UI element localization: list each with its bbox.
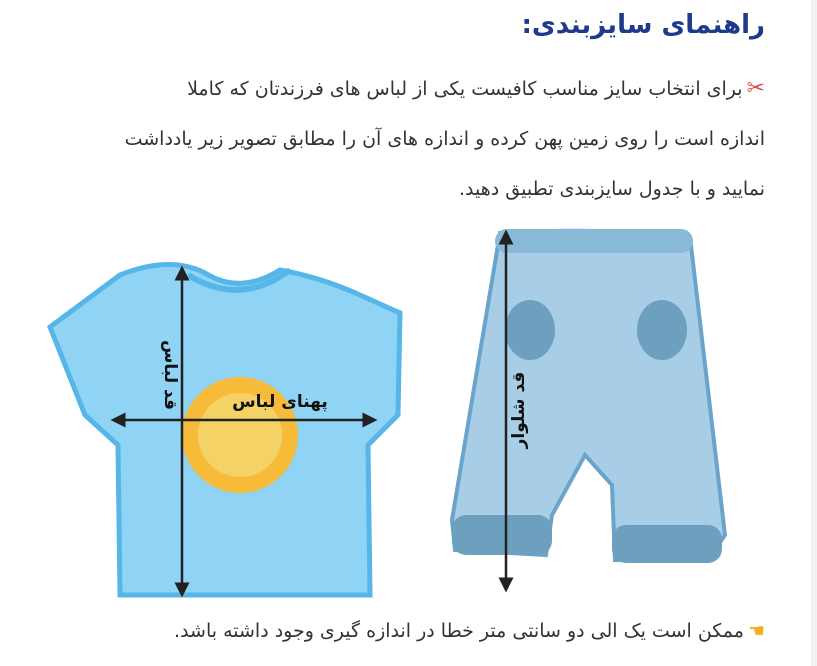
pants-length-label: قد شلوار bbox=[509, 371, 529, 449]
instructions-line-1 bbox=[35, 64, 765, 114]
pants-body bbox=[452, 231, 725, 560]
instructions-paragraph bbox=[35, 64, 765, 214]
measurement-note-text: ممکن است یک الی دو سانتی متر خطا در اندازه گیری وجود داشته باشد. bbox=[174, 620, 744, 642]
pointing-hand-icon: ☚ bbox=[747, 620, 765, 642]
scissors-icon: ✂ bbox=[746, 76, 765, 101]
shirt-illustration bbox=[50, 264, 400, 595]
instructions-line-2: اندازه است را روی زمین پهن کرده و اندازه های آن را مطابق تصویر زیر یادداشت bbox=[124, 128, 765, 150]
instructions-line-1-text: برای انتخاب سایز مناسب کافیست یکی از لباس های فرزندتان که کاملا bbox=[187, 78, 743, 100]
measurement-note bbox=[35, 620, 765, 642]
pants-cuff-left bbox=[452, 515, 552, 555]
pants-pocket-right bbox=[637, 300, 687, 360]
size-guide-illustration bbox=[0, 215, 817, 605]
instructions-line-3: نمایید و با جدول سایزبندی تطبیق دهید. bbox=[458, 178, 765, 200]
pants-pocket-left bbox=[505, 300, 555, 360]
shirt-length-label: قد لباس bbox=[160, 339, 180, 411]
pants-cuff-right bbox=[612, 525, 722, 563]
pants-waistband bbox=[495, 229, 693, 253]
pants-illustration bbox=[452, 229, 725, 585]
shirt-width-label: پهنای لباس bbox=[232, 392, 328, 412]
page-title: راهنمای سایزبندی: bbox=[521, 10, 765, 40]
